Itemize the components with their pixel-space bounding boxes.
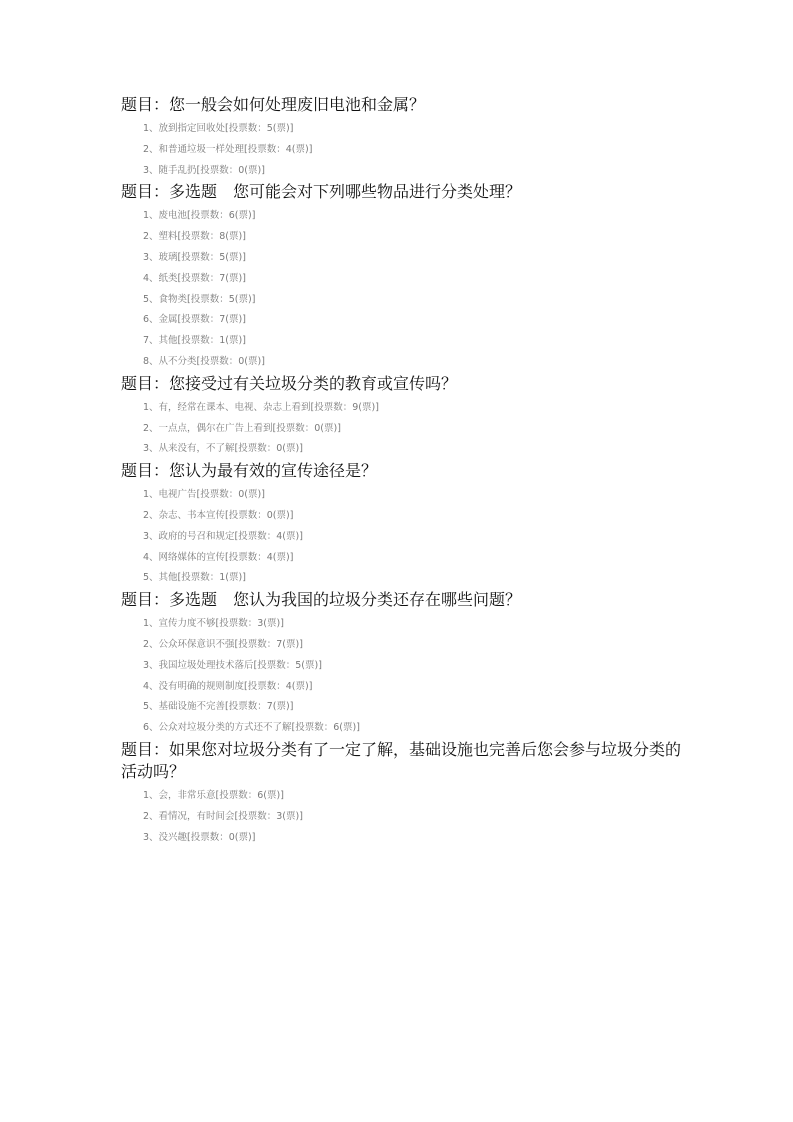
option-item: 1、电视广告[投票数：0(票)] <box>143 489 265 501</box>
question-5 <box>121 589 681 739</box>
survey-results <box>121 94 681 848</box>
question-6 <box>121 739 681 848</box>
option-item: 1、有，经常在课本、电视、杂志上看到[投票数：9(票)] <box>143 401 379 413</box>
option-list <box>121 398 681 460</box>
option-item: 3、随手乱扔[投票数：0(票)] <box>143 164 265 176</box>
option-list <box>121 206 681 372</box>
option-item: 6、金属[投票数：7(票)] <box>143 314 246 326</box>
option-item: 4、纸类[投票数：7(票)] <box>143 272 246 284</box>
question-title: 题目：您一般会如何处理废旧电池和金属？ <box>121 95 426 114</box>
option-item: 2、和普通垃圾一样处理[投票数：4(票)] <box>143 143 313 155</box>
option-item: 3、玻璃[投票数：5(票)] <box>143 251 246 263</box>
option-item: 3、从来没有，不了解[投票数：0(票)] <box>143 443 303 455</box>
option-item: 1、放到指定回收处[投票数：5(票)] <box>143 123 294 134</box>
option-item: 3、政府的号召和规定[投票数：4(票)] <box>143 530 303 542</box>
question-title: 题目：多选题 您可能会对下列哪些物品进行分类处理？ <box>121 182 522 202</box>
option-item: 2、塑料[投票数：8(票)] <box>143 231 246 243</box>
question-2 <box>121 181 681 372</box>
question-1 <box>121 94 681 181</box>
question-title: 题目：您认为最有效的宣传途径是？ <box>121 461 378 481</box>
option-item: 5、基础设施不完善[投票数：7(票)] <box>143 701 294 713</box>
option-item: 1、会，非常乐意[投票数：6(票)] <box>143 789 284 801</box>
option-item: 2、杂志、书本宣传[投票数：0(票)] <box>143 509 294 521</box>
option-list <box>121 614 681 739</box>
option-list <box>121 485 681 589</box>
option-item: 1、宣传力度不够[投票数：3(票)] <box>143 618 284 630</box>
option-list <box>121 119 681 181</box>
option-item: 3、我国垃圾处理技术落后[投票数：5(票)] <box>143 659 322 671</box>
option-item: 4、没有明确的规则制度[投票数：4(票)] <box>143 680 313 692</box>
question-title: 题目：您接受过有关垃圾分类的教育或宣传吗？ <box>121 373 458 393</box>
option-item: 2、公众环保意识不强[投票数：7(票)] <box>143 638 303 650</box>
option-item: 6、公众对垃圾分类的方式还不了解[投票数：6(票)] <box>143 722 360 734</box>
option-item: 5、其他[投票数：1(票)] <box>143 572 246 584</box>
option-item: 2、看情况，有时间会[投票数：3(票)] <box>143 810 303 822</box>
question-title: 题目：如果您对垃圾分类有了一定了解，基础设施也完善后您会参与垃圾分类的活动吗？ <box>121 739 682 781</box>
option-item: 3、没兴趣[投票数：0(票)] <box>143 831 256 843</box>
option-item: 5、食物类[投票数：5(票)] <box>143 293 256 305</box>
option-item: 2、一点点，偶尔在广告上看到[投票数：0(票)] <box>143 422 341 434</box>
question-title: 题目：多选题 您认为我国的垃圾分类还存在哪些问题？ <box>121 590 522 610</box>
option-item: 1、废电池[投票数：6(票)] <box>143 210 256 222</box>
option-item: 4、网络媒体的宣传[投票数：4(票)] <box>143 551 294 563</box>
option-item: 8、从不分类[投票数：0(票)] <box>143 355 265 367</box>
option-item: 7、其他[投票数：1(票)] <box>143 335 246 347</box>
option-list <box>121 786 681 848</box>
question-3 <box>121 373 681 460</box>
question-4 <box>121 460 681 589</box>
